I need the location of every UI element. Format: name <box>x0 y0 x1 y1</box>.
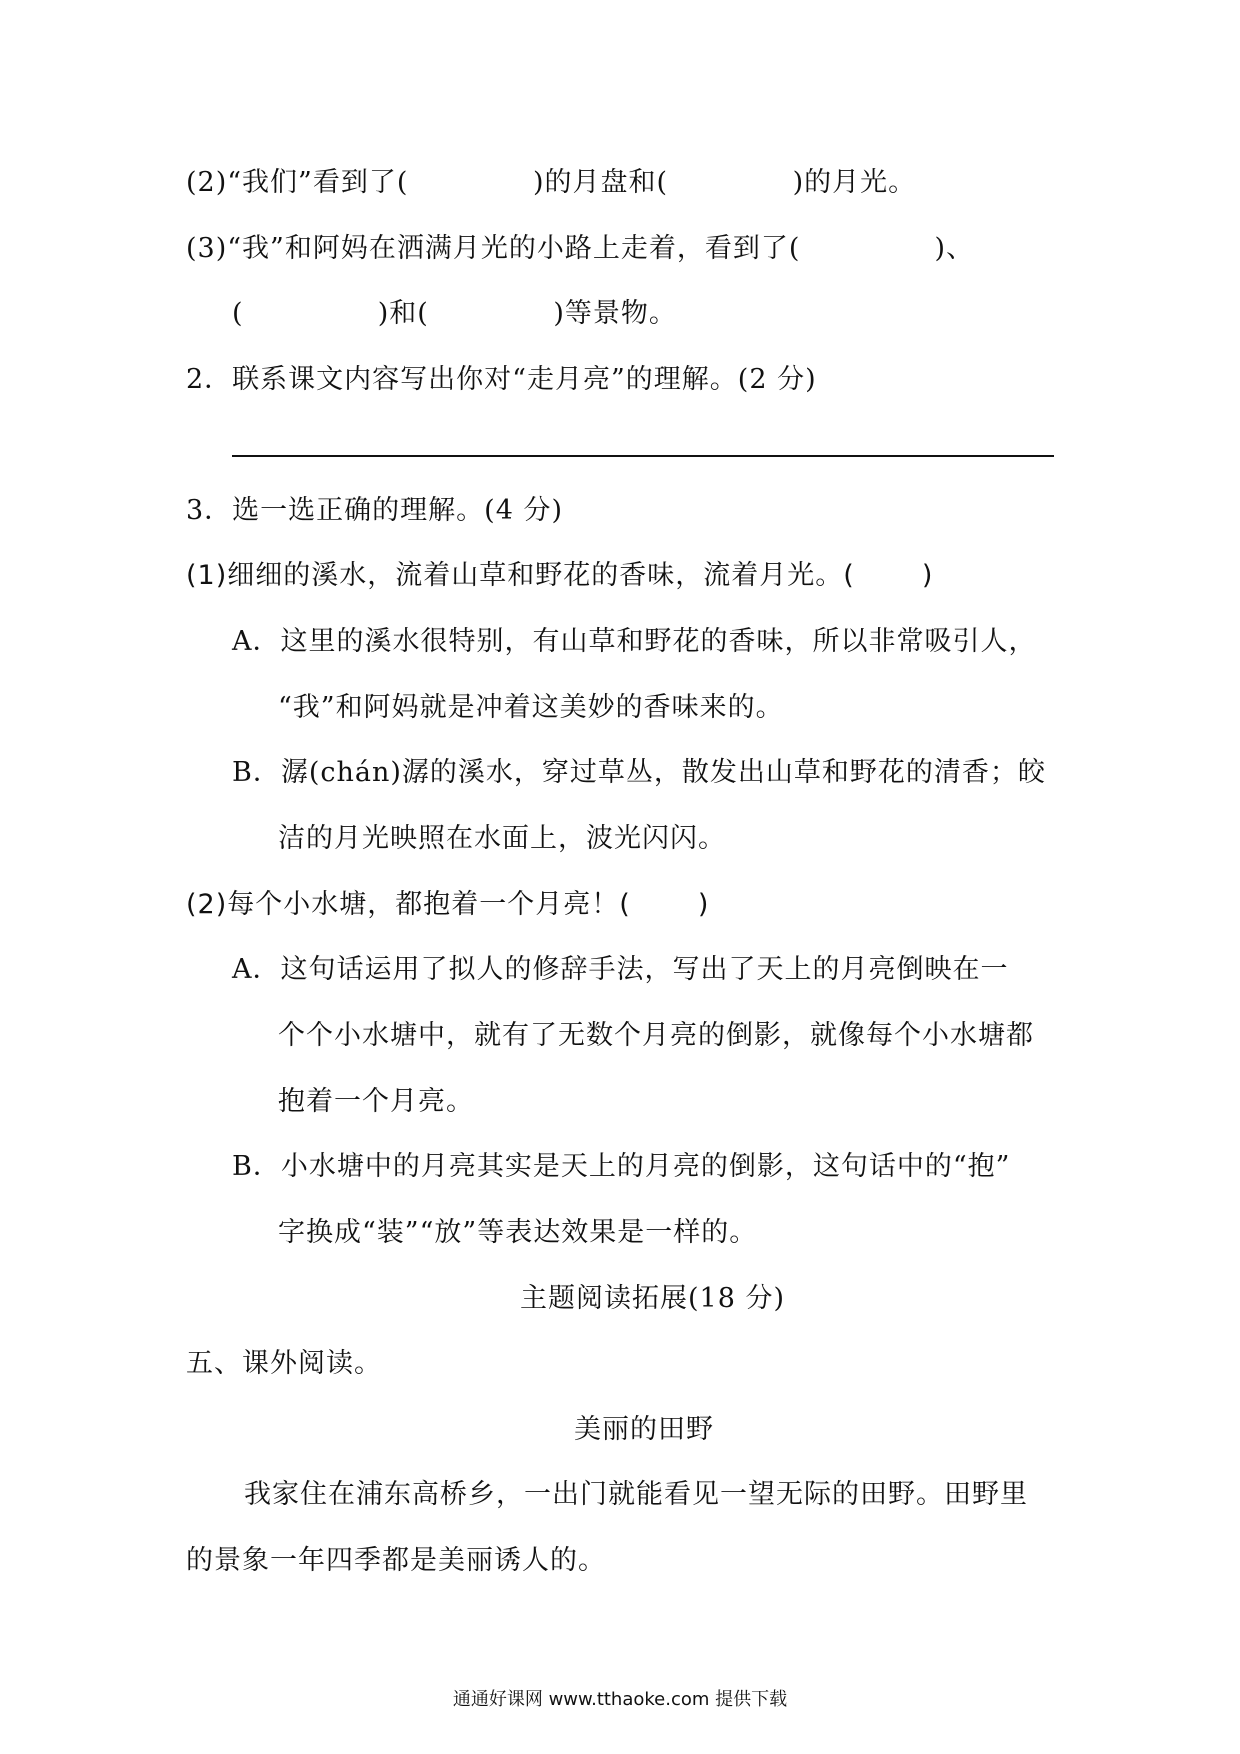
article-paragraph-line1: 我家住在浦东高桥乡，一出门就能看见一望无际的田野。田野里 <box>244 1479 1028 1510</box>
q3-prompt: 3．选一选正确的理解。(4 分) <box>186 495 564 526</box>
q3-sub2-option-a-line2: 个个小水塘中，就有了无数个月亮的倒影，就像每个小水塘都 <box>278 1020 1034 1051</box>
q2-answer-line <box>232 455 1054 457</box>
article-paragraph-line2: 的景象一年四季都是美丽诱人的。 <box>186 1545 606 1576</box>
q1-item2: (2)“我们”看到了( )的月盘和( )的月光。 <box>186 167 917 198</box>
q3-sub2-option-a-line3: 抱着一个月亮。 <box>278 1086 474 1117</box>
footer-credit: 通通好课网 www.tthaoke.com 提供下载 <box>452 1689 788 1710</box>
q3-sub1-option-b-line1: B．潺(chán)潺的溪水，穿过草丛，散发出山草和野花的清香；皎 <box>232 757 1046 788</box>
q3-sub2-option-b-line2: 字换成“装”“放”等表达效果是一样的。 <box>278 1217 758 1248</box>
article-title: 美丽的田野 <box>574 1414 714 1445</box>
q1-item3-line2: ( )和( )等景物。 <box>232 298 677 329</box>
section-title: 主题阅读拓展(18 分) <box>520 1283 786 1314</box>
q2-prompt: 2．联系课文内容写出你对“走月亮”的理解。(2 分) <box>186 364 817 395</box>
q3-sub2-stem: (2)每个小水塘，都抱着一个月亮！( ) <box>186 889 710 920</box>
q3-sub1-option-a-line1: A．这里的溪水很特别，有山草和野花的香味，所以非常吸引人， <box>232 626 1037 657</box>
q3-sub2-option-b-line1: B．小水塘中的月亮其实是天上的月亮的倒影，这句话中的“抱” <box>232 1151 1011 1182</box>
q3-sub1-stem: (1)细细的溪水，流着山草和野花的香味，流着月光。( ) <box>186 560 934 591</box>
part5-heading: 五、课外阅读。 <box>186 1348 382 1379</box>
q1-item3-line1: (3)“我”和阿妈在洒满月光的小路上走着，看到了( )、 <box>186 233 975 264</box>
q3-sub2-option-a-line1: A．这句话运用了拟人的修辞手法，写出了天上的月亮倒映在一 <box>232 954 1009 985</box>
q3-sub1-option-a-line2: “我”和阿妈就是冲着这美妙的香味来的。 <box>278 692 784 723</box>
q3-sub1-option-b-line2: 洁的月光映照在水面上，波光闪闪。 <box>278 823 726 854</box>
